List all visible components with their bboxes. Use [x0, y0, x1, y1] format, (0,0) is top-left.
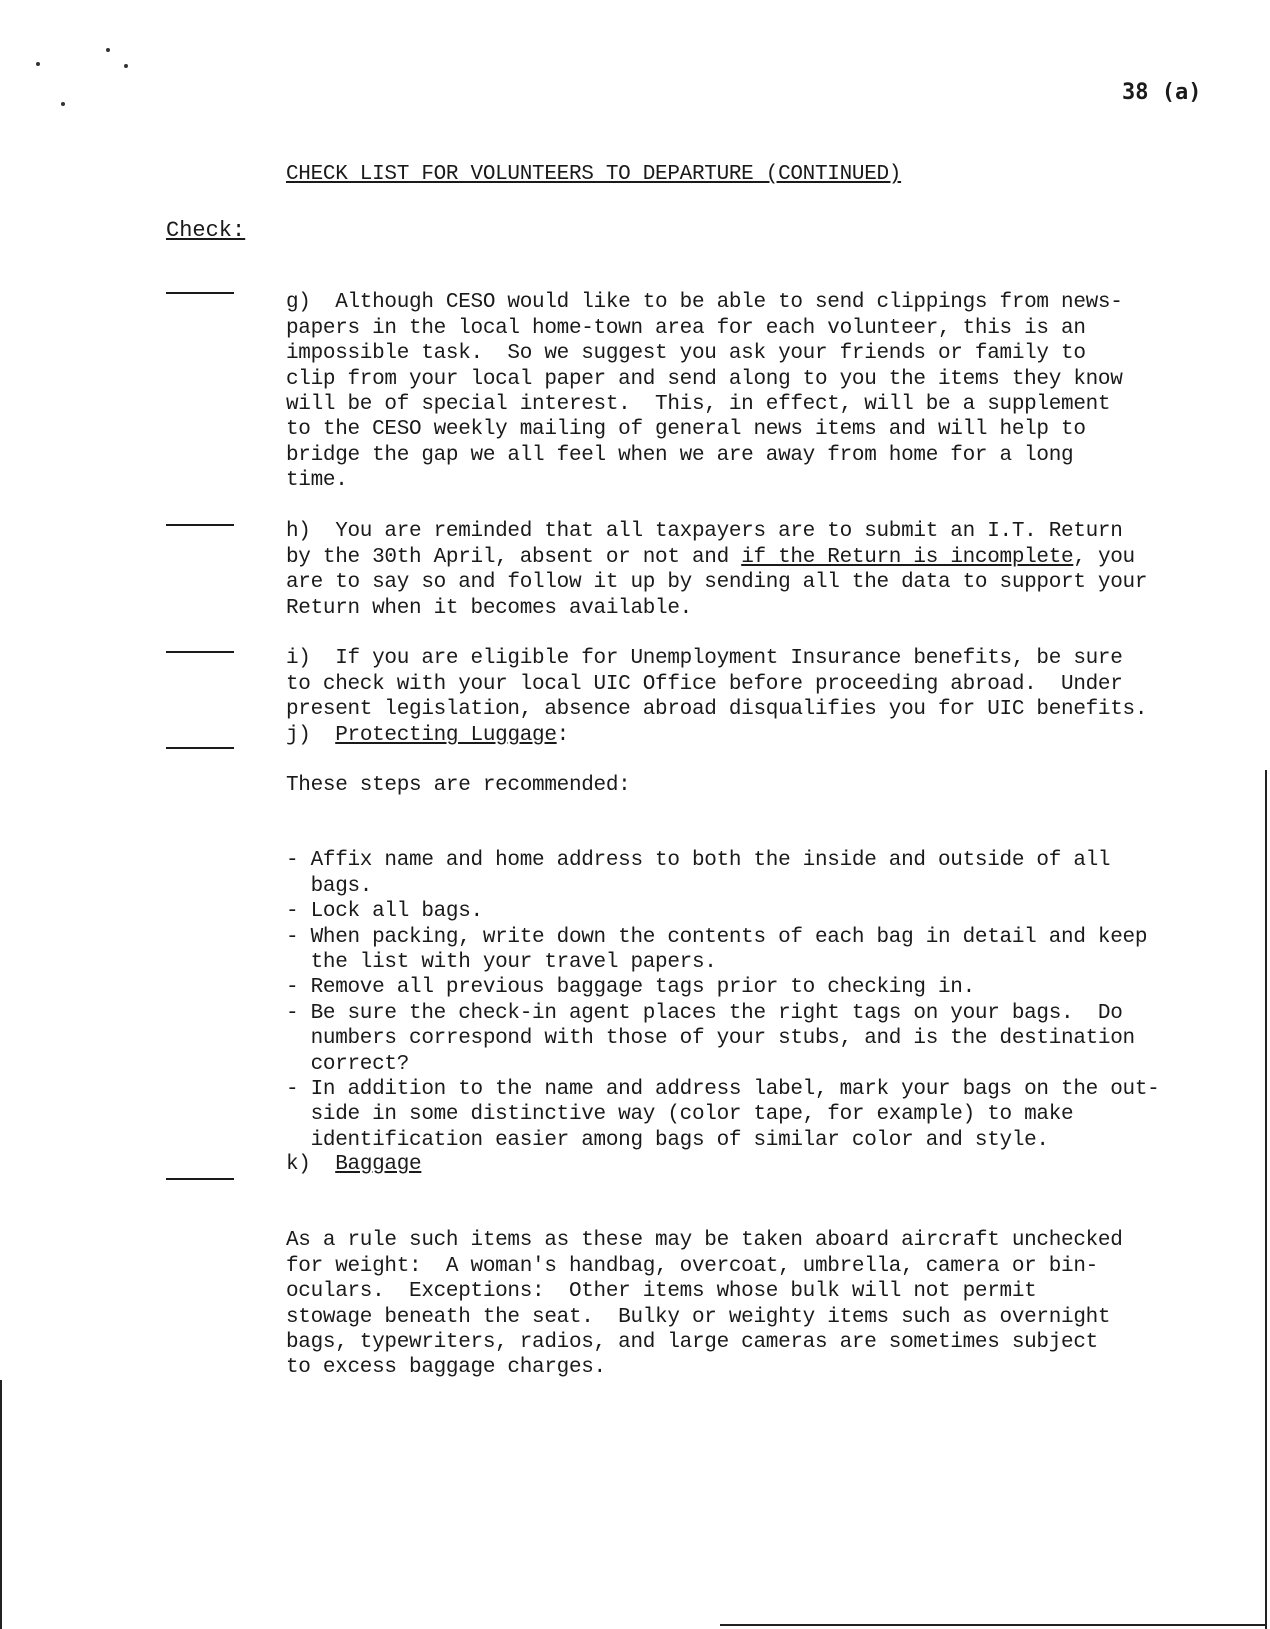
scan-speck: [36, 62, 40, 66]
text-line: g) Although CESO would like to be able to send clippings from news-: [286, 291, 1123, 315]
text-line: oculars. Exceptions: Other items whose bulk will not permit: [286, 1280, 1037, 1304]
check-label: Check:: [166, 218, 246, 243]
text-line: bags, typewriters, radios, and large cameras are sometimes subject: [286, 1331, 1098, 1355]
scan-speck: [61, 102, 65, 106]
item-k-label: k): [286, 1153, 336, 1176]
page-title: CHECK LIST FOR VOLUNTEERS TO DEPARTURE (CONTINUED): [286, 163, 902, 186]
scan-speck: [124, 64, 128, 68]
item-j-steps: [286, 823, 1159, 1179]
scan-border-left: [0, 1380, 2, 1629]
scan-border-right: [1265, 770, 1267, 1629]
underlined-phrase: if the Return is incomplete: [741, 545, 1074, 569]
list-item: - Be sure the check-in agent places the right tags on your bags. Do numbers correspond with those of your stubs, and is the destination correct?: [286, 1001, 1135, 1076]
text-line: are to say so and follow it up by sending all the data to support your: [286, 571, 1148, 595]
text-line: impossible task. So we suggest you ask your friends or family to: [286, 342, 1086, 366]
item-k-heading: [286, 1152, 421, 1177]
item-j-intro: These steps are recommended:: [286, 774, 631, 797]
text-line: to check with your local UIC Office before proceeding abroad. Under: [286, 672, 1123, 696]
text-line: As a rule such items as these may be taken aboard aircraft unchecked: [286, 1229, 1123, 1253]
text-line: to the CESO weekly mailing of general news items and will help to: [286, 418, 1086, 442]
check-blank-k[interactable]: [166, 1178, 234, 1180]
check-blank-i[interactable]: [166, 651, 234, 653]
text-span: by the 30th April, absent or not and: [286, 545, 742, 569]
text-span: , you: [1073, 545, 1135, 569]
text-line: stowage beneath the seat. Bulky or weighty items such as overnight: [286, 1305, 1111, 1329]
item-g-paragraph: [286, 265, 1123, 519]
text-line: Return when it becomes available.: [286, 596, 692, 620]
list-item: - When packing, write down the contents of each bag in detail and keep the list with your travel papers.: [286, 925, 1148, 975]
list-item: - Remove all previous baggage tags prior to checking in.: [286, 976, 975, 1000]
page-number: 38 (a): [1122, 80, 1202, 105]
scan-speck: [106, 48, 110, 52]
list-item: - Lock all bags.: [286, 900, 483, 924]
text-line: clip from your local paper and send along to you the items they know: [286, 367, 1123, 391]
text-line: [286, 545, 1147, 570]
text-line: time.: [286, 469, 348, 493]
item-k-paragraph: [286, 1203, 1123, 1406]
text-line: will be of special interest. This, in effect, will be a supplement: [286, 393, 1111, 417]
check-blank-j[interactable]: [166, 747, 234, 749]
item-k-title: Baggage: [335, 1153, 422, 1176]
text-line: present legislation, absence abroad disqualifies you for UIC benefits.: [286, 698, 1148, 722]
text-line: i) If you are eligible for Unemployment Insurance benefits, be sure: [286, 647, 1123, 671]
check-blank-g[interactable]: [166, 292, 234, 294]
check-blank-h[interactable]: [166, 524, 234, 526]
text-line: h) You are reminded that all taxpayers are to submit an I.T. Return: [286, 520, 1123, 544]
item-j-heading: [286, 723, 569, 748]
scan-border-bottom: [720, 1624, 1266, 1626]
text-line: for weight: A woman's handbag, overcoat, umbrella, camera or bin-: [286, 1254, 1098, 1278]
text-line: bridge the gap we all feel when we are away from home for a long: [286, 443, 1074, 467]
item-j-colon: :: [556, 724, 569, 747]
item-j-label: j): [286, 724, 336, 747]
text-line: to excess baggage charges.: [286, 1356, 606, 1380]
list-item: - Affix name and home address to both the inside and outside of all bags.: [286, 849, 1111, 898]
text-line: papers in the local home-town area for each volunteer, this is an: [286, 316, 1086, 340]
item-j-title: Protecting Luggage: [335, 724, 557, 747]
list-item: - In addition to the name and address label, mark your bags on the out- side in some distinctive way (color tape, for example) to make identification easier among bags of similar color and style.: [286, 1078, 1160, 1152]
